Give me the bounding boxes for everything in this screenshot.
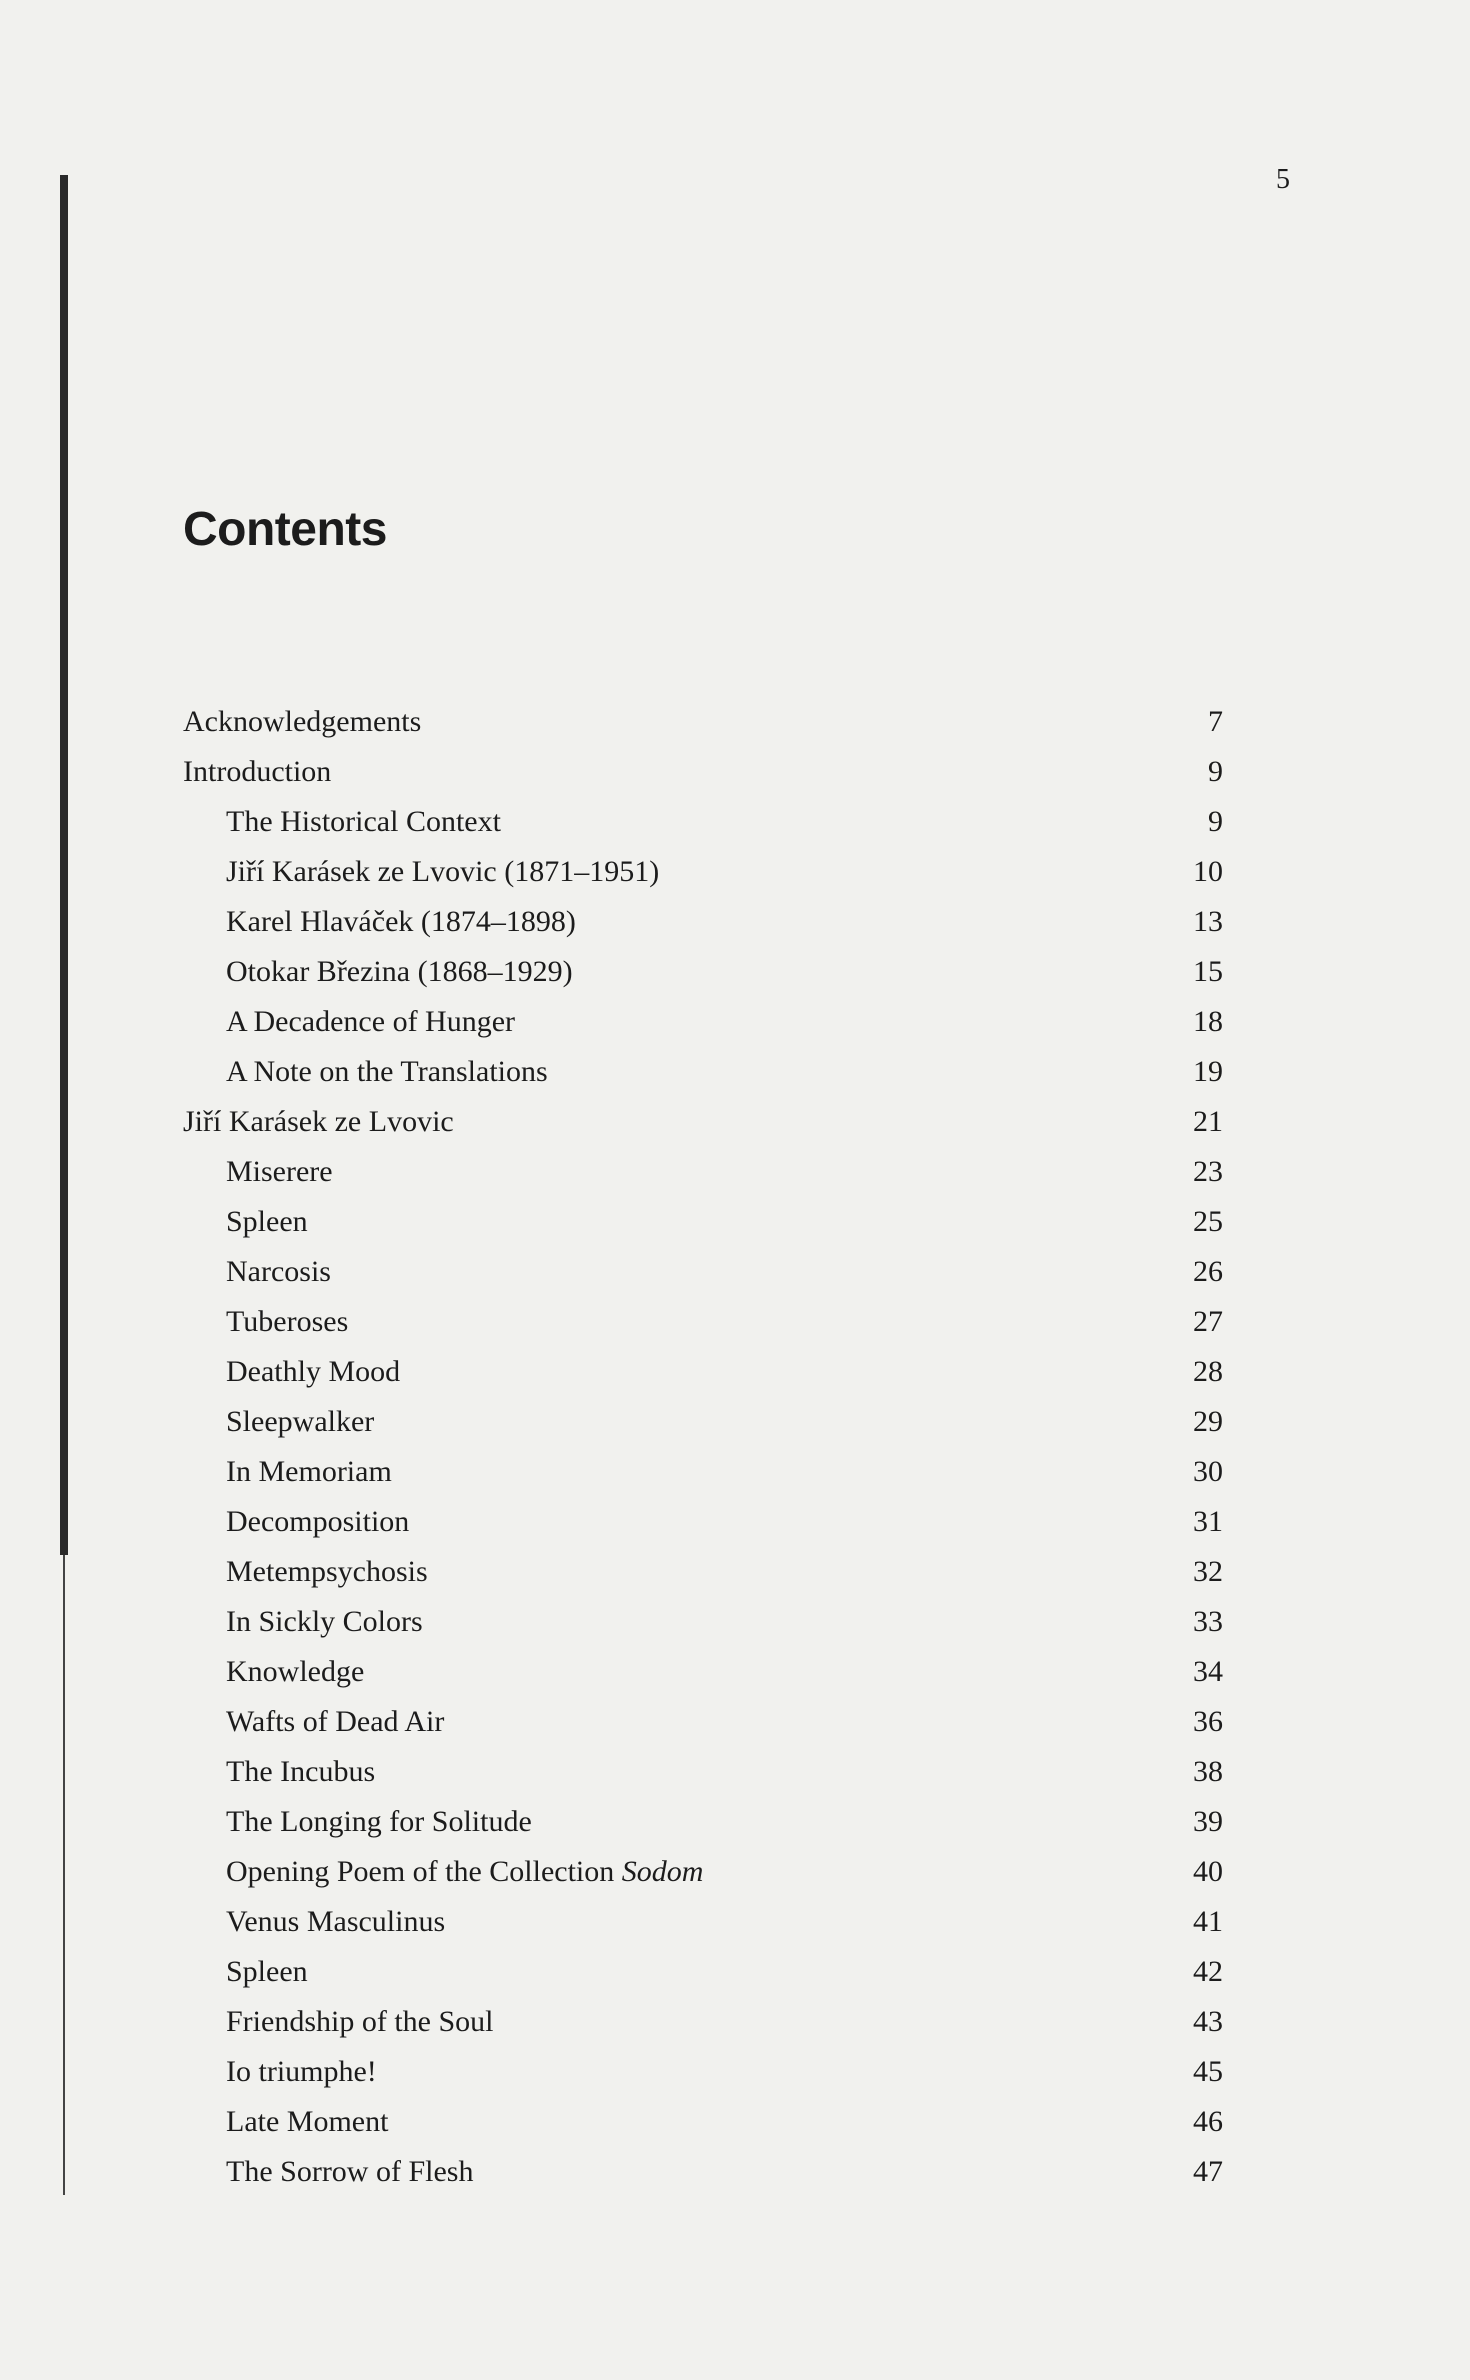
toc-entry — [183, 1897, 1223, 1947]
toc-entry-title: Spleen — [226, 1205, 308, 1238]
toc-entry-page: 39 — [1193, 1805, 1223, 1838]
toc-entry-page: 43 — [1193, 2005, 1223, 2038]
table-of-contents — [183, 697, 1223, 2197]
toc-entry-title: The Historical Context — [226, 805, 501, 838]
toc-entry-page: 28 — [1193, 1355, 1223, 1388]
toc-entry — [183, 1447, 1223, 1497]
toc-entry — [183, 1847, 1223, 1897]
toc-entry-page: 40 — [1193, 1855, 1223, 1888]
toc-entry-page: 29 — [1193, 1405, 1223, 1438]
page-spine-edge — [60, 175, 68, 1555]
toc-entry-title: Sleepwalker — [226, 1405, 375, 1438]
toc-entry-page: 45 — [1193, 2055, 1223, 2088]
toc-entry — [183, 1147, 1223, 1197]
toc-entry-page: 13 — [1193, 905, 1223, 938]
toc-entry-title: The Longing for Solitude — [226, 1805, 532, 1838]
toc-entry-title: Spleen — [226, 1955, 308, 1988]
toc-entry-title: Jiří Karásek ze Lvovic (1871–1951) — [226, 855, 660, 888]
toc-entry — [183, 2097, 1223, 2147]
toc-entry — [183, 897, 1223, 947]
toc-entry-page: 23 — [1193, 1155, 1223, 1188]
toc-entry-page: 18 — [1193, 1005, 1223, 1038]
toc-entry-title: Friendship of the Soul — [226, 2005, 494, 2038]
toc-entry — [183, 947, 1223, 997]
toc-entry-page: 41 — [1193, 1905, 1223, 1938]
toc-entry-page: 21 — [1193, 1105, 1223, 1138]
toc-entry — [183, 1397, 1223, 1447]
toc-entry — [183, 1647, 1223, 1697]
toc-entry-page: 27 — [1193, 1305, 1223, 1338]
toc-entry — [183, 1297, 1223, 1347]
toc-entry-title: Tuberoses — [226, 1305, 349, 1338]
toc-entry-title: Late Moment — [226, 2105, 389, 2138]
toc-entry-title: Io triumphe! — [226, 2055, 377, 2088]
page-title: Contents — [183, 503, 387, 556]
toc-entry-title: The Sorrow of Flesh — [226, 2155, 474, 2188]
toc-entry-page: 31 — [1193, 1505, 1223, 1538]
toc-entry-title: Otokar Březina (1868–1929) — [226, 955, 573, 988]
toc-entry-title: Opening Poem of the Collection Sodom — [226, 1855, 704, 1888]
toc-entry-title: In Memoriam — [226, 1455, 392, 1488]
toc-entry-title: Deathly Mood — [226, 1355, 401, 1388]
page-number: 5 — [1276, 164, 1290, 195]
toc-entry — [183, 747, 1223, 797]
toc-entry-title: Jiří Karásek ze Lvovic — [183, 1105, 454, 1138]
toc-entry-title: Narcosis — [226, 1255, 331, 1288]
toc-entry-page: 19 — [1193, 1055, 1223, 1088]
toc-entry — [183, 1097, 1223, 1147]
toc-entry-page: 42 — [1193, 1955, 1223, 1988]
toc-entry-page: 47 — [1193, 2155, 1223, 2188]
toc-entry — [183, 1247, 1223, 1297]
toc-entry-page: 30 — [1193, 1455, 1223, 1488]
toc-entry-page: 34 — [1193, 1655, 1223, 1688]
toc-entry-page: 25 — [1193, 1205, 1223, 1238]
toc-entry — [183, 2147, 1223, 2197]
toc-entry — [183, 1797, 1223, 1847]
toc-entry-page: 46 — [1193, 2105, 1223, 2138]
toc-entry-title: A Note on the Translations — [226, 1055, 548, 1088]
toc-entry — [183, 1597, 1223, 1647]
toc-entry — [183, 1747, 1223, 1797]
toc-entry-title: Venus Masculinus — [226, 1905, 446, 1938]
toc-entry-title: Miserere — [226, 1155, 333, 1188]
toc-entry — [183, 797, 1223, 847]
toc-entry — [183, 1047, 1223, 1097]
toc-entry-title: Karel Hlaváček (1874–1898) — [226, 905, 576, 938]
toc-entry-title: Wafts of Dead Air — [226, 1705, 445, 1738]
toc-entry-page: 26 — [1193, 1255, 1223, 1288]
toc-entry-page: 33 — [1193, 1605, 1223, 1638]
toc-entry — [183, 1947, 1223, 1997]
toc-entry — [183, 697, 1223, 747]
toc-entry-title: Introduction — [183, 755, 332, 788]
toc-entry — [183, 1997, 1223, 2047]
toc-entry — [183, 2047, 1223, 2097]
toc-entry — [183, 1497, 1223, 1547]
toc-entry-page: 9 — [1208, 805, 1223, 838]
toc-entry — [183, 847, 1223, 897]
toc-entry-page: 7 — [1208, 705, 1223, 738]
toc-entry — [183, 1697, 1223, 1747]
toc-entry-title: Decomposition — [226, 1505, 410, 1538]
toc-entry-page: 36 — [1193, 1705, 1223, 1738]
toc-entry-title: A Decadence of Hunger — [226, 1005, 516, 1038]
toc-entry-title: In Sickly Colors — [226, 1605, 423, 1638]
toc-entry-title: Knowledge — [226, 1655, 365, 1688]
toc-entry — [183, 1347, 1223, 1397]
toc-entry-page: 32 — [1193, 1555, 1223, 1588]
toc-entry — [183, 1547, 1223, 1597]
toc-entry — [183, 997, 1223, 1047]
toc-entry-title: Acknowledgements — [183, 705, 422, 738]
toc-entry-title: Metempsychosis — [226, 1555, 428, 1588]
toc-entry-title: The Incubus — [226, 1755, 376, 1788]
toc-entry-page: 15 — [1193, 955, 1223, 988]
toc-entry — [183, 1197, 1223, 1247]
toc-entry-page: 38 — [1193, 1755, 1223, 1788]
toc-entry-page: 10 — [1193, 855, 1223, 888]
toc-entry-page: 9 — [1208, 755, 1223, 788]
page-spine-edge-thin — [63, 1555, 65, 2195]
